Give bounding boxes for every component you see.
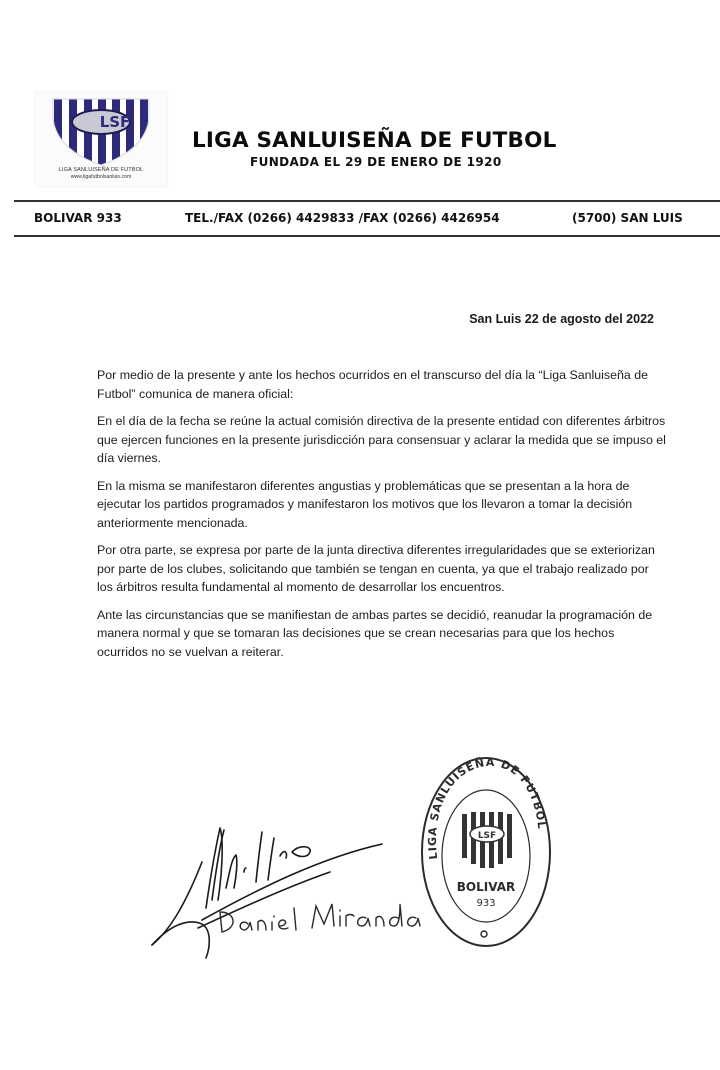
logo-initials: LSF (99, 113, 131, 131)
contact-city: (5700) SAN LUIS (572, 211, 683, 225)
handwritten-signature-icon (140, 800, 430, 970)
contact-phone: TEL./FAX (0266) 4429833 /FAX (0266) 4426954 (185, 211, 500, 225)
logo-caption-url: www.ligafutbolsanluis.com (70, 174, 132, 180)
letter-date: San Luis 22 de agosto del 2022 (469, 312, 654, 326)
founded-subtitle: FUNDADA EL 29 DE ENERO DE 1920 (250, 155, 502, 169)
paragraph: En el día de la fecha se reúne la actual comisión directiva de la presente entidad con diferentes árbitros que ejercen funciones en la presente jurisdicción para consensuar y aclarar la medida que se impuso el día viernes. (97, 414, 666, 465)
stamp-ring-text: LIGA SANLUISEÑA DE FUTBOL (426, 755, 549, 861)
contact-address: BOLIVAR 933 (34, 211, 122, 225)
logo-caption-name: LIGA SANLUISEÑA DE FUTBOL (58, 167, 144, 173)
paragraph: Ante las circunstancias que se manifiestan de ambas partes se decidió, reanudar la programación de manera normal y que se tomaran las decisiones que se crean necesarias para que los hechos ocurridos no se vuelvan a reiterar. (97, 607, 653, 659)
organization-title: LIGA SANLUISEÑA DE FUTBOL (192, 128, 557, 153)
paragraph: Por otra parte, se expresa por parte de la junta directiva diferentes irregularidades que se exteriorizan por parte de los clubes, solicitando que también se tengan en cuenta, ya que el trabajo realizado por los árbitros resulta fundamental al momento de desarrollar los encuentros. (97, 543, 655, 594)
stamp-line2: 933 (476, 898, 496, 909)
header-rule-top (14, 200, 720, 202)
svg-text:LIGA SANLUISEÑA DE FUTBOL (426, 756, 548, 860)
signatory-name: Daniel Miranda (286, 960, 294, 961)
official-stamp-icon (418, 752, 554, 952)
league-logo (35, 92, 167, 186)
stamp-dot-icon (481, 931, 487, 937)
stamp-line1: BOLIVAR (456, 880, 516, 894)
paragraph: Por medio de la presente y ante los hechos ocurridos en el transcurso del día la “Liga Sanluiseña de Futbol” comunica de manera oficial: (97, 368, 649, 401)
header-rule-bottom (14, 235, 720, 237)
lsf-shield-icon (51, 95, 151, 167)
stamp-initials: LSF (477, 831, 497, 841)
paragraph: En la misma se manifestaron diferentes angustias y problemáticas que se presentan a la hora de ejecutar los partidos programados y manifestaron los motivos que los llevaron a tomar la decisión anteriormente mencionada. (97, 478, 633, 530)
letter-body (97, 366, 667, 670)
